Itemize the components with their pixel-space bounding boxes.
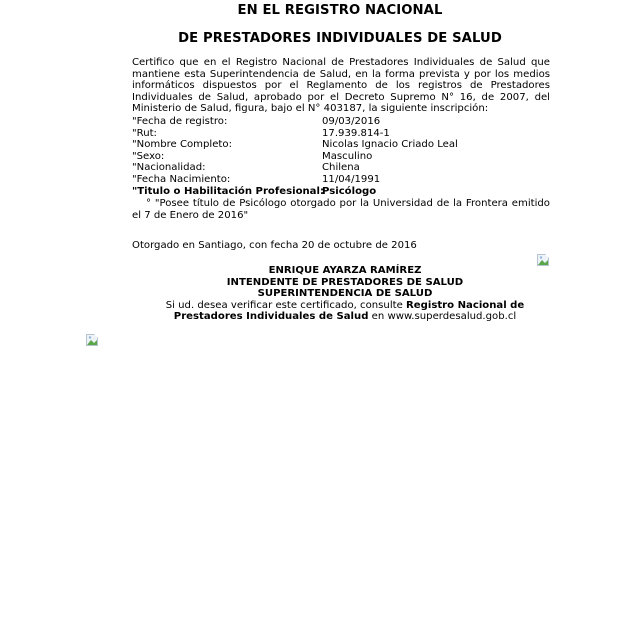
title-note: ° "Posee título de Psicólogo otorgado por la Universidad de la Frontera emitido el 7 de Enero de 2016" xyxy=(132,198,550,221)
field-label: "Rut: xyxy=(132,127,157,139)
field-label: "Fecha de registro: xyxy=(132,116,228,127)
verify-prefix: Si ud. desea verificar este certificado, consulte xyxy=(165,299,407,311)
broken-image-icon xyxy=(85,333,99,347)
granted-date-line: Otorgado en Santiago, con fecha 20 de octubre de 2016 xyxy=(132,240,417,251)
signatory-institution: SUPERINTENDENCIA DE SALUD xyxy=(257,288,433,300)
field-nacionalidad xyxy=(132,162,550,174)
field-label: "Nombre Completo: xyxy=(132,139,232,151)
signatory-position: INTENDENTE DE PRESTADORES DE SALUD xyxy=(226,276,464,288)
field-value: Psicólogo xyxy=(322,185,377,197)
field-value: Chilena xyxy=(322,162,360,174)
signatory-name: ENRIQUE AYARZA RAMÍREZ xyxy=(268,265,422,276)
verification-notice xyxy=(130,300,560,323)
field-rut xyxy=(132,128,550,140)
verify-registry-name: Registro Nacional de Prestadores Individuales de Salud xyxy=(173,299,525,323)
title-line-1: EN EL REGISTRO NACIONAL xyxy=(237,3,443,18)
field-value: 09/03/2016 xyxy=(322,116,381,127)
field-value: Nicolas Ignacio Criado Leal xyxy=(322,139,458,151)
field-nombre-completo xyxy=(132,139,550,151)
field-fecha-nacimiento xyxy=(132,174,550,186)
title-line-2: DE PRESTADORES INDIVIDUALES DE SALUD xyxy=(178,31,502,46)
signature-block xyxy=(130,265,560,323)
field-fecha-registro xyxy=(132,116,550,128)
field-label: "Nacionalidad: xyxy=(132,162,206,174)
field-value: 11/04/1991 xyxy=(322,173,381,185)
registration-fields xyxy=(132,116,550,197)
field-value: 17.939.814-1 xyxy=(322,127,390,139)
field-value: Masculino xyxy=(322,150,373,162)
field-label: "Titulo o Habilitación Profesional: xyxy=(132,185,324,197)
verify-suffix: en www.superdesalud.gob.cl xyxy=(368,311,517,323)
field-label: "Fecha Nacimiento: xyxy=(132,173,231,185)
field-titulo-profesional xyxy=(132,186,550,198)
certification-intro: Certifico que en el Registro Nacional de Prestadores Individuales de Salud que mantiene esta Superintendencia de Salud, en la forma prevista y por los medios informáticos dispuestos por el Reglamento de los registros de Prestadores Individuales de Salud, aprobado por el Decreto Supremo N° 16, de 2007, del Ministerio de Salud, figura, bajo el N° 403187, la siguiente inscripción: xyxy=(132,57,550,115)
field-label: "Sexo: xyxy=(132,150,165,162)
field-sexo xyxy=(132,151,550,163)
